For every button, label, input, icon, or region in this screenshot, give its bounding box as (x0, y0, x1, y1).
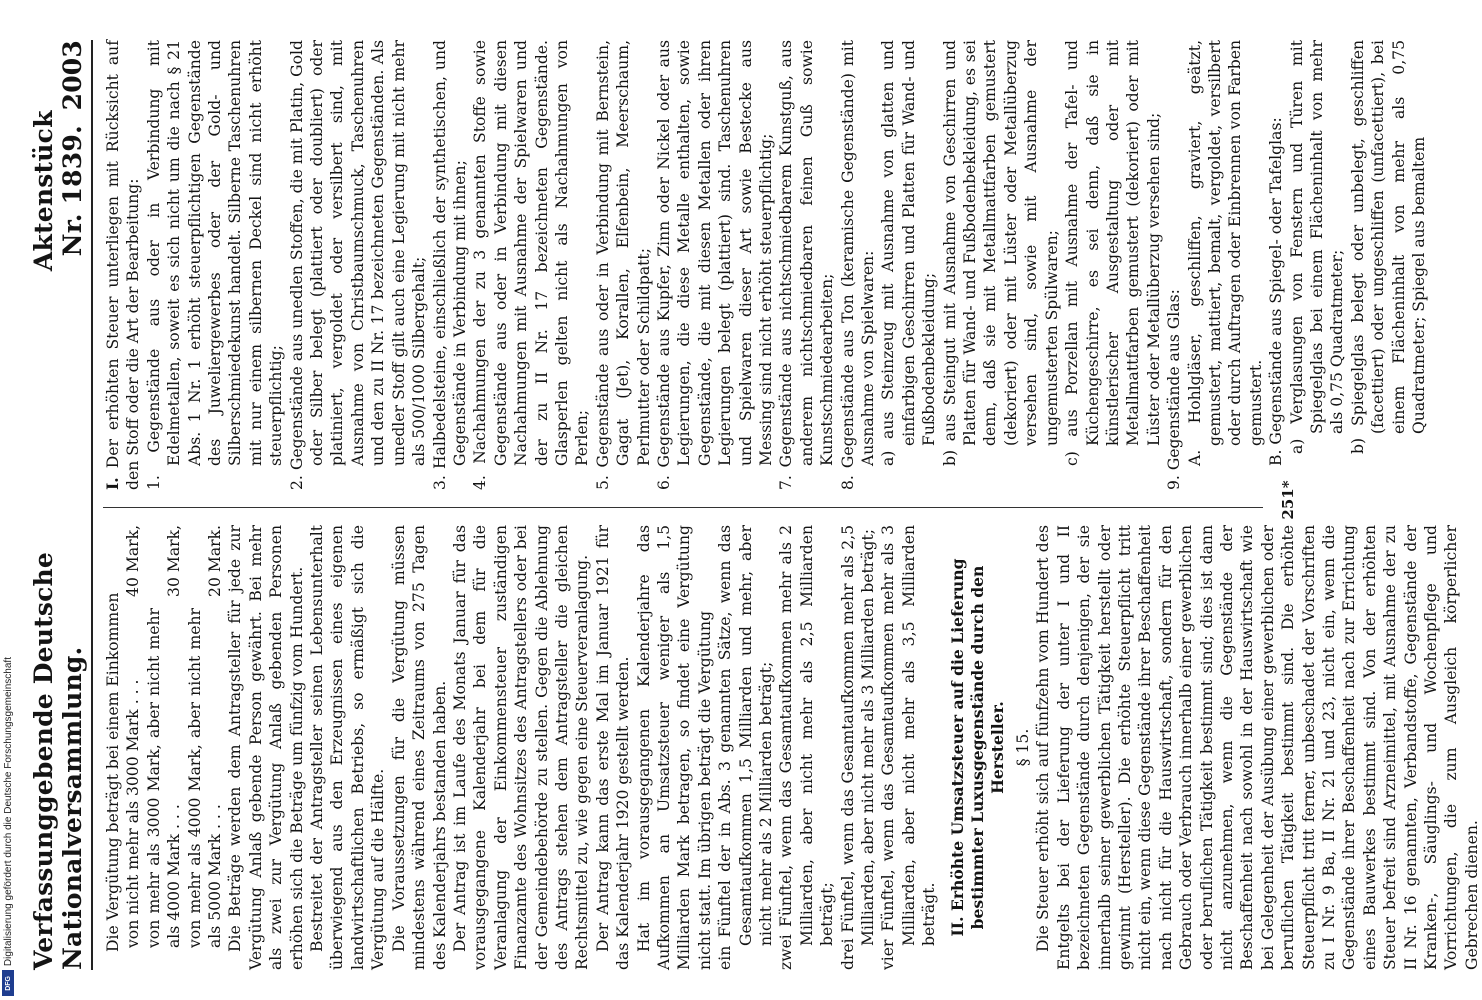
sub-item: a) aus Steinzeug mit Ausnahme von glatten und einfarbigen Geschirren und Platten für Wand- und Fußbodenbekleidung; (879, 40, 939, 466)
paragraph: Die Beträge werden dem Antragsteller für jede zur Vergütung Anlaß gebende Person gewährt. Bei mehr als zwei zur Vergütung Anlaß gebenden Personen erhöhen sich die Beträge um fünfzig vom Hundert. (226, 525, 306, 970)
share-item: drei Fünftel, wenn das Gesamtaufkommen mehr als 2,5 Milliarden, aber nicht mehr als 3 Milliarden beträgt; (838, 525, 878, 970)
credit-text: Digitalisierung gefördert durch die Deutsche Forschungsgemeinschaft (2, 656, 14, 966)
column-divider (103, 507, 1263, 508)
page-footer-number: 251* (1279, 480, 1297, 520)
digitization-credit (2, 657, 14, 996)
paragraph: Bestreitet der Antragsteller seinen Lebensunterhalt überwiegend aus den Erzeugnissen eines eigenen landwirtschaftlichen Betriebs, so ermäßigt sich die Vergütung auf die Hälfte. (308, 525, 388, 970)
sub-item: A. Hohlgläser, geschliffen, graviert, geätzt, gemustert, mattiert, bemalt, vergoldet, versilbert oder durch Auftragen oder Einbrennen von Farben gemustert. (1185, 40, 1265, 466)
header-document-number: Aktenstück Nr. 1839. (29, 110, 87, 272)
paragraph: Hat im vorausgegangenen Kalenderjahre das Aufkommen an Umsatzsteuer weniger als 1,5 Milliarden Mark betragen, so findet eine Vergütung nicht statt. Im übrigen beträgt die Vergütung (634, 525, 714, 970)
list-item: 9. Gegenstände aus Glas: (1165, 289, 1184, 490)
paragraph-sign: § 15. (1013, 728, 1032, 767)
header-page-number: 2003 (58, 40, 87, 111)
list-item: 7. Gegenstände aus nichtschmiedbarem Kunstguß, aus anderem nichtschmiedbaren feinen Guß sowie Kunstschmiedearbeiten; (777, 40, 837, 490)
list-item: 1. Gegenstände aus oder in Verbindung mit Edelmetallen, soweit es sich nicht um die nach § 21 Abs. 1 Nr. 1 erhöht steuerpflichtigen Gegenstände des Juweliergewerbes oder der Gold- und Silberschmiedekunst handelt. Silberne Taschenuhren mit nur einem silbernen Deckel sind nicht erhöht steuerpflichtig; (144, 40, 286, 490)
section-intro: I. Der erhöhten Steuer unterliegen mit Rücksicht auf den Stoff oder die Art der Bearbeitung: (103, 40, 143, 490)
paragraph: Der Antrag ist im Laufe des Monats Januar für das vorausgegangene Kalenderjahr bei dem für die Veranlagung der Einkommensteuer zuständigen Finanzamte des Wohnsitzes des Antragstellers oder bei der Gemeindebehörde zu stellen. Gegen die Ablehnung des Antrags stehen dem Antragsteller die gleichen Rechtsmittel zu, wie gegen eine Steuerveranlagung. (450, 525, 592, 970)
share-item: vier Fünftel, wenn das Gesamtaufkommen mehr als 3 Milliarden, aber nicht mehr als 3,5 Milliarden beträgt. (879, 525, 939, 970)
share-item: zwei Fünftel, wenn das Gesamtaufkommen mehr als 2 Milliarden, aber nicht mehr als 2,5 Milliarden beträgt; (777, 525, 837, 970)
vergutung-intro: Die Vergütung beträgt bei einem Einkommen (104, 592, 122, 952)
left-column (103, 525, 1482, 970)
share-item: ein Fünftel der in Abs. 3 genannten Sätze, wenn das Gesamtaufkommen 1,5 Milliarden und mehr, aber nicht mehr als 2 Milliarden beträgt; (716, 525, 775, 970)
sub-item: c) aus Porzellan mit Ausnahme der Tafel- und Küchengeschirre, es sei denn, daß sie in künstlerischer Ausgestaltung oder mit Metallmattfarben gemustert (dekoriert) oder mit Lüster oder Metallüberzug versehen sind; (1063, 40, 1163, 466)
sub-item: B. Gegenstände aus Spiegel- oder Tafelglas: (1267, 117, 1286, 466)
section-label: I. (103, 477, 122, 490)
sub-sub-item: a) Verglasungen von Fenstern und Türen mit Spiegelglas bei einem Flächeninhalt von mehr als 0,75 Quadratmeter; (1287, 40, 1347, 454)
header-title: Verfassunggebende Deutsche Nationalversammlung. (29, 551, 87, 970)
list-item: 8. Gegenstände aus Ton (keramische Gegenstände) mit Ausnahme von Spielwaren: (838, 40, 878, 490)
rate-row: von mehr als 3000 Mark, aber nicht mehr als 4000 Mark . . . 30 Mark, (144, 525, 184, 948)
section-heading: II. Erhöhte Umsatzsteuer auf die Lieferung bestimmter Luxusgegenstände durch den Hersteller. (947, 558, 1008, 937)
sub-item: b) aus Steingut mit Ausnahme von Geschirren und Platten für Wand- und Fußbodenbekleidung, es sei denn, daß sie mit Metallmattfarben gemustert (dekoriert) oder mit Lüster oder Metallüberzug versehen sind, sowie mit Ausnahme der ungemusterten Spülwaren; (940, 40, 1061, 466)
paragraph: Die Voraussetzungen für die Vergütung müssen mindestens während eines Zeitraums von 275 Tagen des Kalenderjahrs bestanden haben. (389, 525, 449, 970)
page-header (29, 40, 87, 970)
rate-row: von mehr als 4000 Mark, aber nicht mehr als 5000 Mark . . . 20 Mark. (185, 525, 225, 948)
dfg-logo: DFG (2, 970, 14, 996)
rate-row: von nicht mehr als 3000 Mark . . . 40 Mark, (124, 525, 143, 948)
paragraph: Die Steuer erhöht sich auf fünfzehn vom Hundert des Entgelts bei der Lieferung der unter I und II bezeichneten Gegenstände durch denjenigen, der sie innerhalb seiner gewerblichen Tätigkeit herstellt oder gewinnt (Hersteller). Die erhöhte Steuerpflicht tritt nicht ein, wenn diese Gegenstände ihrer Beschaffenheit nach nicht für die Hauswirtschaft, sondern für den Gebrauch oder Verbrauch innerhalb einer gewerblichen oder beruflichen Tätigkeit bestimmt sind; dies ist dann nicht anzunehmen, wenn die Gegenstände der Beschaffenheit nach sowohl in der Hauswirtschaft wie bei Gelegenheit der Ausübung einer gewerblichen oder beruflichen Tätigkeit bestimmt sind. Die erhöhte Steuerpflicht tritt ferner, unbeschadet der Vorschriften zu I Nr. 9 Ba, II Nr. 21 und 23, nicht ein, wenn die Gegenstände ihrer Beschaffenheit nach zur Errichtung eines Bauwerkes bestimmt sind. Von der erhöhten Steuer befreit sind Arzneimittel, mit Ausnahme der zu II Nr. 16 genannten, Verbandstoffe, Gegenstände der Kranken-, Säuglings- und Wochenpflege und Vorrichtungen, die zum Ausgleich körperlicher Gebrechen dienen. (1034, 525, 1481, 970)
header-rule (91, 40, 93, 970)
right-column (103, 40, 1429, 490)
list-item: 4. Nachahmungen der zu 3 genannten Stoffe sowie Gegenstände aus oder in Verbindung mit diesen Nachahmungen mit Ausnahme der Spielwaren und der zu II Nr. 17 bezeichneten Gegenstände. Glasperlen gelten nicht als Nachahmungen von Perlen; (471, 40, 592, 490)
paragraph: Der Antrag kann das erste Mal im Januar 1921 für das Kalenderjahr 1920 gestellt werden. (593, 525, 633, 970)
list-item: 5. Gegenstände aus oder in Verbindung mit Bernstein, Gagat (Jet), Korallen, Elfenbein, Meerschaum, Perlmutter oder Schildpatt; (593, 40, 653, 490)
list-item: 2. Gegenstände aus unedlen Stoffen, die mit Platin, Gold oder Silber belegt (plattiert oder doubliert) oder platiniert, vergoldet oder versilbert sind, mit Ausnahme von Christbaumschmuck, Taschenuhren und den zu II Nr. 17 bezeichneten Gegenständen. Als unedler Stoff gilt auch eine Legierung mit nicht mehr als 500/1000 Silbergehalt; (287, 40, 429, 490)
list-item: 6. Gegenstände aus Kupfer, Zinn oder Nickel oder aus Legierungen, die diese Metalle enthalten, sowie Gegenstände, die mit diesen Metallen oder ihren Legierungen belegt (plattiert) sind. Taschenuhren und Spielwaren dieser Art sowie Bestecke aus Messing sind nicht erhöht steuerpflichtig; (654, 40, 775, 490)
scanned-page (29, 10, 1481, 990)
list-item: 3. Halbedelsteine, einschließlich der synthetischen, und Gegenstände in Verbindung mit ihnen; (430, 40, 469, 490)
sub-sub-item: b) Spiegelglas belegt oder unbelegt, geschliffen (facettiert) oder ungeschliffen (unfacettiert), bei einem Flächeninhalt von mehr als 0,75 Quadratmeter; Spiegel aus bemaltem (1348, 40, 1428, 454)
